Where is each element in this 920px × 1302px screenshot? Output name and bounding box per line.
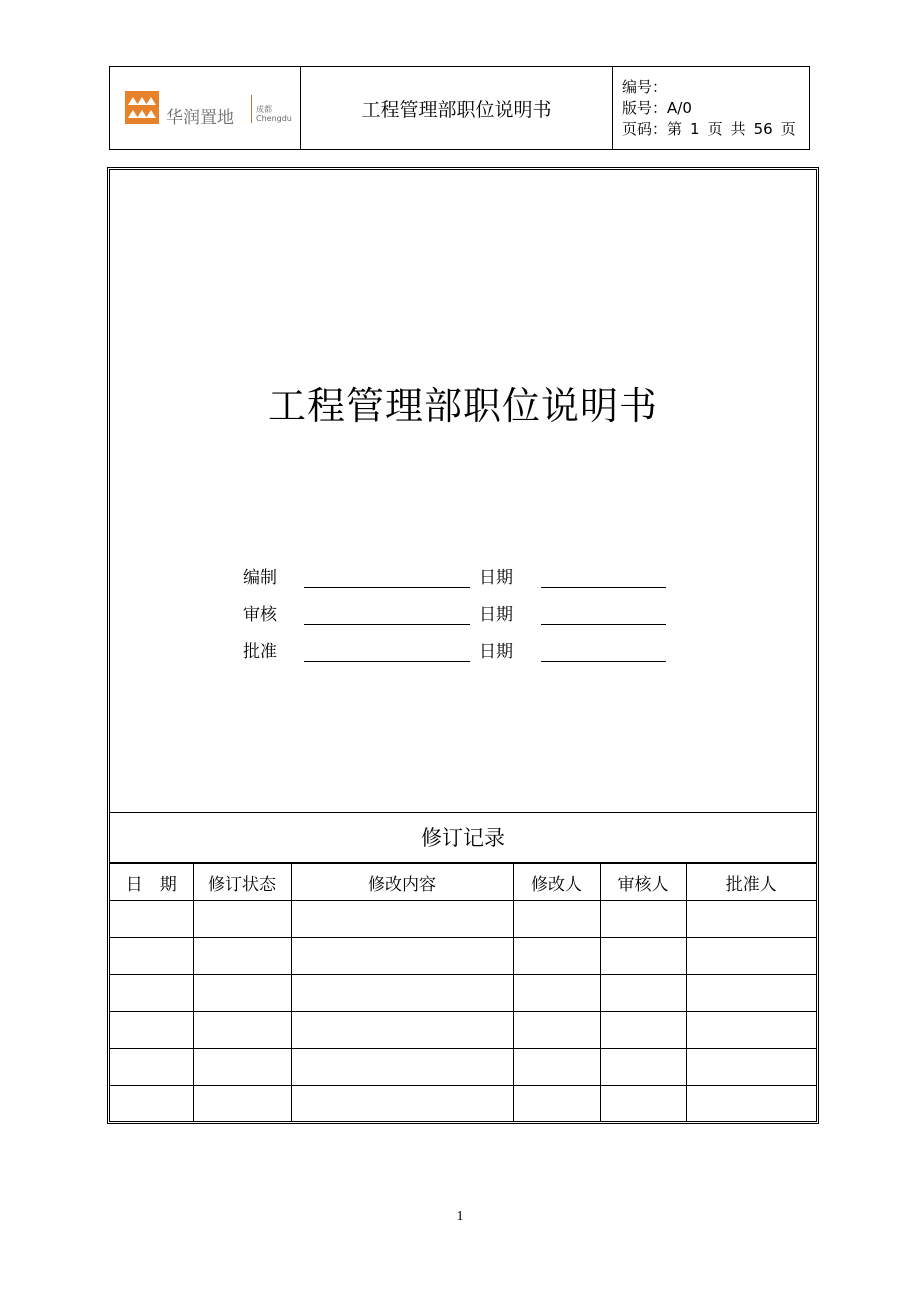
table-cell[interactable] — [110, 1012, 193, 1049]
table-cell[interactable] — [193, 901, 291, 938]
signature-line[interactable] — [304, 624, 470, 625]
signoff-label: 批准 — [243, 642, 277, 662]
page-current: 1 — [690, 120, 700, 138]
table-cell[interactable] — [110, 938, 193, 975]
table-cell[interactable] — [513, 901, 600, 938]
table-cell[interactable] — [291, 1012, 513, 1049]
table-cell[interactable] — [513, 1049, 600, 1086]
table-cell[interactable] — [291, 901, 513, 938]
table-row — [110, 938, 816, 975]
page-total: 56 — [753, 120, 773, 138]
doc-version: 版号：A/0 — [622, 99, 692, 117]
logo-city-cn: 成都 — [256, 105, 272, 114]
date-label: 日期 — [479, 642, 513, 662]
table-cell[interactable] — [291, 1086, 513, 1123]
doc-number: 编号： — [622, 78, 668, 96]
table-row — [110, 1012, 816, 1049]
revision-table — [110, 863, 816, 1122]
table-row — [110, 975, 816, 1012]
revision-title: 修订记录 — [110, 812, 816, 863]
header-title: 工程管理部职位说明书 — [301, 67, 613, 149]
table-cell[interactable] — [193, 1012, 291, 1049]
page-number: 1 — [456, 1209, 464, 1224]
table-cell[interactable] — [110, 901, 193, 938]
table-cell[interactable] — [193, 975, 291, 1012]
date-label: 日期 — [479, 568, 513, 588]
date-label: 日期 — [479, 605, 513, 625]
table-cell[interactable] — [686, 1012, 816, 1049]
table-cell[interactable] — [291, 1049, 513, 1086]
date-line[interactable] — [541, 624, 666, 625]
table-cell[interactable] — [110, 975, 193, 1012]
table-cell[interactable] — [513, 938, 600, 975]
document-header — [109, 66, 810, 150]
page-info — [622, 119, 809, 140]
table-cell[interactable] — [686, 1049, 816, 1086]
table-cell[interactable] — [686, 1086, 816, 1123]
table-cell[interactable] — [600, 1086, 686, 1123]
logo-divider — [251, 95, 252, 123]
table-cell[interactable] — [686, 938, 816, 975]
table-cell[interactable] — [110, 1049, 193, 1086]
page-word-2: 页 — [707, 120, 723, 138]
company-logo — [110, 67, 301, 149]
table-cell[interactable] — [513, 975, 600, 1012]
table-cell[interactable] — [193, 1086, 291, 1123]
column-header-date: 日 期 — [110, 864, 193, 901]
header-meta — [613, 67, 809, 149]
logo-city — [256, 105, 292, 123]
table-cell[interactable] — [600, 901, 686, 938]
table-cell[interactable] — [686, 975, 816, 1012]
column-header-modifier: 修改人 — [513, 864, 600, 901]
page-word-1: 第 — [667, 120, 683, 138]
signature-line[interactable] — [304, 587, 470, 588]
page-word-3: 共 — [730, 120, 746, 138]
cr-land-logo-icon — [125, 91, 159, 124]
signoff-label: 编制 — [243, 568, 277, 588]
cover-title: 工程管理部职位说明书 — [267, 384, 658, 428]
date-line[interactable] — [541, 661, 666, 662]
table-header-row — [110, 864, 816, 901]
signature-line[interactable] — [304, 661, 470, 662]
column-header-approver: 批准人 — [686, 864, 816, 901]
column-header-status: 修订状态 — [193, 864, 291, 901]
table-cell[interactable] — [513, 1012, 600, 1049]
table-cell[interactable] — [600, 975, 686, 1012]
table-cell[interactable] — [193, 938, 291, 975]
table-row — [110, 1086, 816, 1123]
column-header-reviewer: 审核人 — [600, 864, 686, 901]
table-cell[interactable] — [291, 938, 513, 975]
table-cell[interactable] — [600, 1012, 686, 1049]
logo-city-en: Chengdu — [256, 114, 292, 123]
page-word-4: 页 — [780, 120, 796, 138]
page-label: 页码： — [622, 120, 668, 138]
column-header-content: 修改内容 — [291, 864, 513, 901]
table-row — [110, 1049, 816, 1086]
table-cell[interactable] — [291, 975, 513, 1012]
table-cell[interactable] — [686, 901, 816, 938]
table-cell[interactable] — [600, 938, 686, 975]
logo-text: 华润置地 — [166, 108, 234, 128]
table-cell[interactable] — [193, 1049, 291, 1086]
cover-section — [110, 170, 816, 813]
date-line[interactable] — [541, 587, 666, 588]
table-cell[interactable] — [513, 1086, 600, 1123]
table-row — [110, 901, 816, 938]
signoff-label: 审核 — [243, 605, 277, 625]
table-cell[interactable] — [600, 1049, 686, 1086]
table-cell[interactable] — [110, 1086, 193, 1123]
document-frame — [107, 167, 819, 1124]
